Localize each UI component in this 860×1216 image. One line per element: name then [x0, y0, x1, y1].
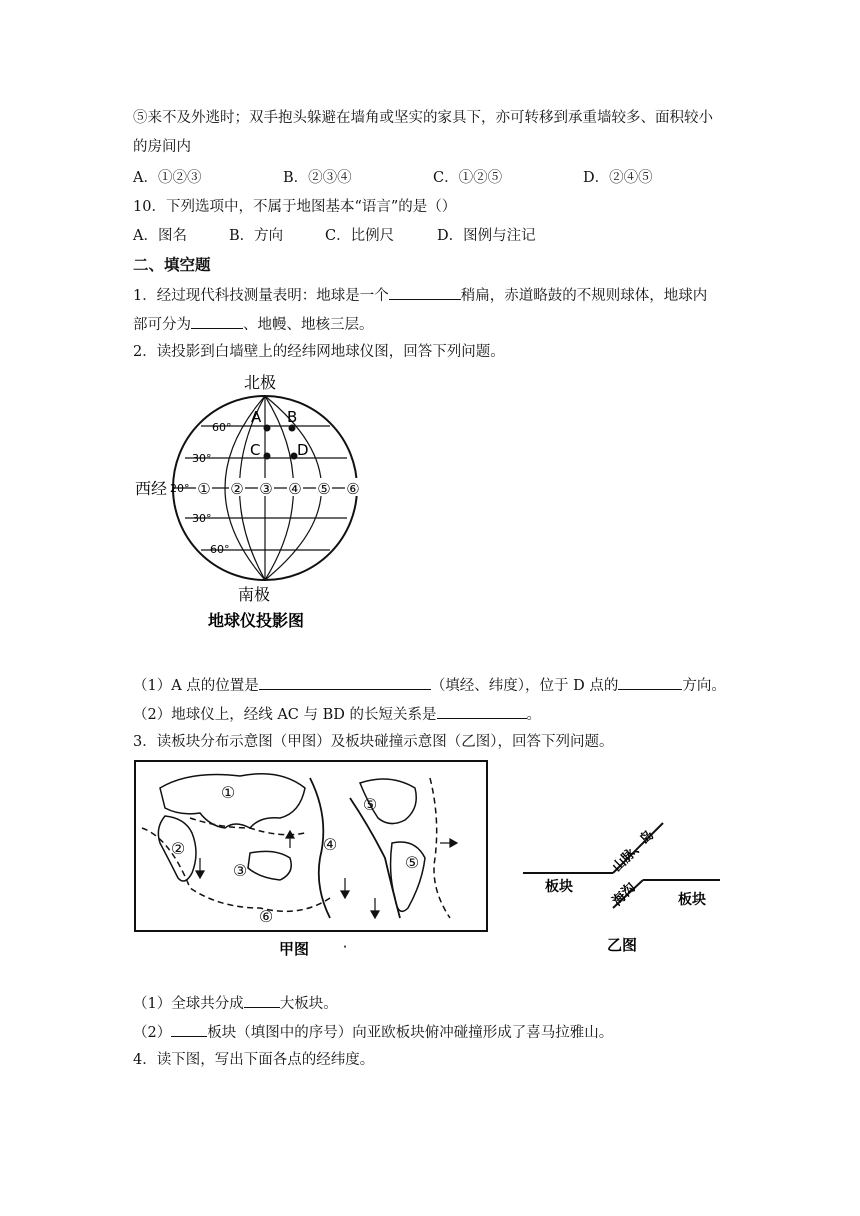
plate-collision-figure	[515, 818, 725, 958]
fq3-sub2	[133, 1021, 613, 1043]
q10-option-c[interactable]: C．比例尺	[325, 228, 395, 244]
fq1-text-2: 稍扁，赤道略鼓的不规则球体，地球内	[460, 288, 708, 304]
plate-number-1: ①	[220, 783, 236, 802]
fq2-sub2-text-a: （2）地球仪上，经线 AC 与 BD 的长短关系是	[133, 707, 437, 723]
fq1-text-4: 、地幔、地核三层。	[243, 317, 374, 333]
fq3-sub1-text-b: 大板块。	[279, 996, 338, 1012]
fq3-sub2-text-a: （2）	[133, 1025, 172, 1041]
fq2-stem: 2．读投影到白墙壁上的经纬网地球仪图，回答下列问题。	[133, 344, 505, 360]
plate-map-dot: ·	[342, 938, 348, 956]
q10-options	[133, 226, 536, 246]
plate-number-3: ③	[232, 861, 248, 880]
q9-options	[133, 168, 653, 188]
fq1-blank-1[interactable]	[389, 284, 461, 300]
meridian-number-4: ④	[288, 480, 302, 498]
plate-number-2: ②	[170, 839, 186, 858]
fq4-stem: 4．读下图，写出下面各点的经纬度。	[133, 1052, 375, 1068]
lon-20-label: 20°	[170, 482, 190, 495]
fq2-sub1-text-a: （1）A 点的位置是	[133, 678, 259, 694]
q9-item5-line1: ⑤来不及外逃时；双手抱头躲避在墙角或坚实的家具下，亦可转移到承重墙较多、面积较小	[133, 110, 713, 126]
fq3-sub2-blank[interactable]	[171, 1021, 207, 1037]
fq2-sub1-blank-2[interactable]	[618, 674, 682, 690]
point-c-dot	[264, 453, 271, 460]
meridian-number-1: ①	[197, 480, 211, 498]
q9-item5-line2: 的房间内	[133, 139, 191, 155]
north-pole-label: 北极	[243, 373, 277, 392]
west-longitude-label: 西经	[135, 479, 168, 498]
globe-figure-caption: 地球仪投影图	[207, 611, 305, 630]
lat-label-30n: 30°	[192, 452, 212, 465]
q9-option-a[interactable]: A．①②③	[133, 170, 202, 186]
fq2-sub2-blank[interactable]	[437, 703, 527, 719]
plate-number-6: ⑥	[258, 907, 274, 926]
q9-option-d[interactable]: D．②④⑤	[583, 170, 653, 186]
trench-label: 海沟	[609, 880, 639, 910]
fq3-stem: 3．读板块分布示意图（甲图）及板块碰撞示意图（乙图），回答下列问题。	[133, 734, 614, 750]
fq1-line2	[133, 313, 374, 335]
plate-number-5-north: ⑤	[362, 795, 378, 814]
q10-option-d[interactable]: D．图例与注记	[437, 228, 536, 244]
left-plate-label: 板块	[545, 879, 573, 895]
fq3-sub1	[133, 992, 338, 1014]
meridian-number-6: ⑥	[346, 480, 360, 498]
globe-projection-figure	[130, 368, 380, 638]
plate-map-caption: 甲图	[278, 940, 310, 958]
fq3-sub1-blank[interactable]	[244, 992, 280, 1008]
lat-label-30s: 30°	[192, 512, 212, 525]
point-c-label: C	[250, 441, 261, 459]
fq2-sub1	[133, 674, 726, 696]
lat-label-60n: 60°	[212, 421, 232, 434]
plate-map-frame	[135, 761, 487, 931]
fq1-text-3: 部可分为	[133, 317, 191, 333]
section-heading: 二、填空题	[133, 256, 211, 274]
plate-number-5-south: ⑤	[404, 853, 420, 872]
fq1-line1	[133, 284, 707, 306]
point-d-label: D	[297, 441, 309, 459]
collision-figure-caption: 乙图	[606, 936, 638, 954]
point-a-dot	[264, 425, 271, 432]
fq3-sub2-text-b: 板块（填图中的序号）向亚欧板块俯冲碰撞形成了喜马拉雅山。	[207, 1025, 614, 1041]
q10-option-b[interactable]: B．方向	[229, 228, 284, 244]
q10-stem: 10．下列选项中，不属于地图基本“语言”的是（）	[133, 199, 457, 215]
right-plate-label: 板块	[678, 892, 706, 908]
fq3-sub1-text-a: （1）全球共分成	[133, 996, 244, 1012]
fq2-sub2-text-b: 。	[526, 707, 542, 723]
q10-option-a[interactable]: A．图名	[133, 228, 187, 244]
point-b-label: B	[287, 408, 298, 426]
fq1-text-1: 1．经过现代科技测量表明：地球是一个	[133, 288, 389, 304]
meridian-number-2: ②	[230, 480, 244, 498]
fq1-blank-2[interactable]	[191, 313, 243, 329]
q9-option-c[interactable]: C．①②⑤	[433, 170, 503, 186]
fq2-sub1-blank-1[interactable]	[259, 674, 431, 690]
plate-number-4: ④	[322, 835, 338, 854]
q9-option-b[interactable]: B．②③④	[283, 170, 352, 186]
fq2-sub2	[133, 703, 541, 725]
plate-map-figure	[130, 758, 496, 958]
point-a-label: A	[251, 408, 262, 426]
mountain-island-label: 山脉、岛	[609, 827, 658, 876]
south-pole-label: 南极	[237, 585, 271, 604]
fq2-sub1-text-c: 方向。	[682, 678, 726, 694]
lat-label-60s: 60°	[210, 543, 230, 556]
meridian-number-3: ③	[259, 480, 273, 498]
meridian-number-5: ⑤	[317, 480, 331, 498]
fq2-sub1-text-b: （填经、纬度），位于 D 点的	[430, 678, 619, 694]
